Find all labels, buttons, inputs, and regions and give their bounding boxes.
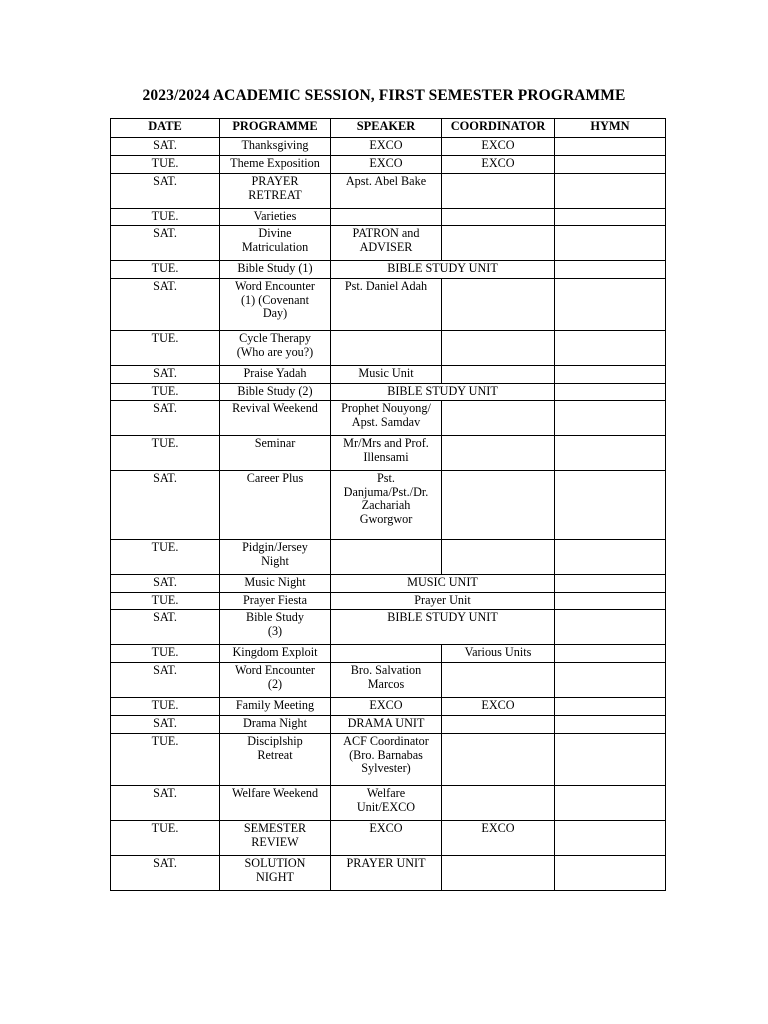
column-header-coordinator: COORDINATOR: [442, 119, 555, 138]
coordinator-cell: [442, 540, 555, 575]
table-row: [111, 734, 666, 786]
speaker-cell: EXCO: [331, 698, 442, 716]
programme-cell: Bible Study (3): [220, 610, 331, 645]
date-cell: TUE.: [111, 261, 220, 279]
hymn-cell: [555, 734, 666, 786]
speaker-coordinator-cell: BIBLE STUDY UNIT: [331, 261, 555, 279]
speaker-cell: [331, 209, 442, 226]
date-cell: TUE.: [111, 436, 220, 471]
date-cell: TUE.: [111, 821, 220, 856]
hymn-cell: [555, 716, 666, 734]
hymn-cell: [555, 279, 666, 331]
speaker-coordinator-cell: BIBLE STUDY UNIT: [331, 610, 555, 645]
speaker-cell: [331, 540, 442, 575]
table-row: [111, 226, 666, 261]
programme-cell: SEMESTER REVIEW: [220, 821, 331, 856]
column-header-programme: PROGRAMME: [220, 119, 331, 138]
programme-cell: Seminar: [220, 436, 331, 471]
table-row: [111, 610, 666, 645]
column-header-date: DATE: [111, 119, 220, 138]
date-cell: SAT.: [111, 226, 220, 261]
table-row: [111, 156, 666, 174]
hymn-cell: [555, 174, 666, 209]
hymn-cell: [555, 663, 666, 698]
speaker-coordinator-cell: Prayer Unit: [331, 593, 555, 610]
hymn-cell: [555, 856, 666, 891]
coordinator-cell: [442, 366, 555, 384]
programme-cell: Divine Matriculation: [220, 226, 331, 261]
table-row: [111, 645, 666, 663]
date-cell: SAT.: [111, 174, 220, 209]
coordinator-cell: [442, 331, 555, 366]
programme-cell: PRAYER RETREAT: [220, 174, 331, 209]
table-body: [111, 138, 666, 891]
hymn-cell: [555, 331, 666, 366]
speaker-cell: ACF Coordinator (Bro. Barnabas Sylvester): [331, 734, 442, 786]
coordinator-cell: [442, 279, 555, 331]
programme-cell: SOLUTION NIGHT: [220, 856, 331, 891]
coordinator-cell: EXCO: [442, 698, 555, 716]
hymn-cell: [555, 540, 666, 575]
table-row: [111, 821, 666, 856]
table-row: [111, 856, 666, 891]
date-cell: SAT.: [111, 279, 220, 331]
speaker-cell: EXCO: [331, 821, 442, 856]
date-cell: SAT.: [111, 716, 220, 734]
speaker-cell: Mr/Mrs and Prof. Illensami: [331, 436, 442, 471]
speaker-cell: Pst. Danjuma/Pst./Dr. Zachariah Gworgwor: [331, 471, 442, 540]
hymn-cell: [555, 209, 666, 226]
programme-cell: Varieties: [220, 209, 331, 226]
programme-cell: Music Night: [220, 575, 331, 593]
table-row: [111, 471, 666, 540]
coordinator-cell: [442, 663, 555, 698]
date-cell: SAT.: [111, 138, 220, 156]
hymn-cell: [555, 786, 666, 821]
programme-cell: Welfare Weekend: [220, 786, 331, 821]
coordinator-cell: [442, 401, 555, 436]
date-cell: SAT.: [111, 366, 220, 384]
coordinator-cell: [442, 856, 555, 891]
date-cell: SAT.: [111, 856, 220, 891]
date-cell: TUE.: [111, 156, 220, 174]
speaker-coordinator-cell: BIBLE STUDY UNIT: [331, 384, 555, 401]
table-row: [111, 786, 666, 821]
table-row: [111, 174, 666, 209]
table-row: [111, 540, 666, 575]
date-cell: SAT.: [111, 575, 220, 593]
speaker-cell: EXCO: [331, 156, 442, 174]
coordinator-cell: [442, 174, 555, 209]
hymn-cell: [555, 471, 666, 540]
coordinator-cell: Various Units: [442, 645, 555, 663]
hymn-cell: [555, 156, 666, 174]
hymn-cell: [555, 384, 666, 401]
speaker-cell: Music Unit: [331, 366, 442, 384]
date-cell: TUE.: [111, 331, 220, 366]
date-cell: SAT.: [111, 471, 220, 540]
table-row: [111, 384, 666, 401]
hymn-cell: [555, 226, 666, 261]
table-row: [111, 366, 666, 384]
page-title: 2023/2024 ACADEMIC SESSION, FIRST SEMESTER PROGRAMME: [142, 87, 626, 104]
programme-cell: Theme Exposition: [220, 156, 331, 174]
table-row: [111, 698, 666, 716]
coordinator-cell: [442, 209, 555, 226]
speaker-cell: [331, 331, 442, 366]
hymn-cell: [555, 401, 666, 436]
column-header-speaker: SPEAKER: [331, 119, 442, 138]
coordinator-cell: EXCO: [442, 821, 555, 856]
speaker-cell: Welfare Unit/EXCO: [331, 786, 442, 821]
column-header-hymn: HYMN: [555, 119, 666, 138]
programme-cell: Kingdom Exploit: [220, 645, 331, 663]
programme-cell: Prayer Fiesta: [220, 593, 331, 610]
date-cell: SAT.: [111, 786, 220, 821]
programme-cell: Praise Yadah: [220, 366, 331, 384]
date-cell: TUE.: [111, 645, 220, 663]
hymn-cell: [555, 366, 666, 384]
speaker-cell: PATRON and ADVISER: [331, 226, 442, 261]
hymn-cell: [555, 138, 666, 156]
speaker-cell: EXCO: [331, 138, 442, 156]
programme-cell: Career Plus: [220, 471, 331, 540]
speaker-cell: Bro. Salvation Marcos: [331, 663, 442, 698]
speaker-cell: Apst. Abel Bake: [331, 174, 442, 209]
programme-cell: Word Encounter (1) (Covenant Day): [220, 279, 331, 331]
table-row: [111, 716, 666, 734]
speaker-cell: DRAMA UNIT: [331, 716, 442, 734]
programme-cell: Bible Study (1): [220, 261, 331, 279]
date-cell: SAT.: [111, 610, 220, 645]
date-cell: TUE.: [111, 384, 220, 401]
hymn-cell: [555, 436, 666, 471]
table-row: [111, 279, 666, 331]
table-row: [111, 436, 666, 471]
date-cell: TUE.: [111, 734, 220, 786]
speaker-cell: PRAYER UNIT: [331, 856, 442, 891]
date-cell: SAT.: [111, 401, 220, 436]
programme-cell: Revival Weekend: [220, 401, 331, 436]
table-row: [111, 209, 666, 226]
coordinator-cell: [442, 716, 555, 734]
table-header-row: [111, 119, 666, 138]
speaker-cell: Pst. Daniel Adah: [331, 279, 442, 331]
programme-cell: Cycle Therapy (Who are you?): [220, 331, 331, 366]
coordinator-cell: [442, 471, 555, 540]
date-cell: TUE.: [111, 209, 220, 226]
table-row: [111, 593, 666, 610]
programme-cell: Thanksgiving: [220, 138, 331, 156]
programme-cell: Family Meeting: [220, 698, 331, 716]
date-cell: TUE.: [111, 540, 220, 575]
programme-cell: Bible Study (2): [220, 384, 331, 401]
hymn-cell: [555, 261, 666, 279]
hymn-cell: [555, 821, 666, 856]
table-row: [111, 575, 666, 593]
hymn-cell: [555, 645, 666, 663]
coordinator-cell: EXCO: [442, 156, 555, 174]
hymn-cell: [555, 575, 666, 593]
programme-cell: Pidgin/Jersey Night: [220, 540, 331, 575]
programme-table: [110, 118, 666, 891]
date-cell: TUE.: [111, 698, 220, 716]
table-row: [111, 663, 666, 698]
coordinator-cell: [442, 436, 555, 471]
programme-cell: Word Encounter (2): [220, 663, 331, 698]
programme-cell: Disciplship Retreat: [220, 734, 331, 786]
table-row: [111, 261, 666, 279]
speaker-cell: Prophet Nouyong/ Apst. Samdav: [331, 401, 442, 436]
speaker-coordinator-cell: MUSIC UNIT: [331, 575, 555, 593]
table-row: [111, 331, 666, 366]
speaker-cell: [331, 645, 442, 663]
programme-cell: Drama Night: [220, 716, 331, 734]
coordinator-cell: EXCO: [442, 138, 555, 156]
hymn-cell: [555, 610, 666, 645]
hymn-cell: [555, 698, 666, 716]
table-row: [111, 138, 666, 156]
coordinator-cell: [442, 786, 555, 821]
coordinator-cell: [442, 226, 555, 261]
hymn-cell: [555, 593, 666, 610]
table-row: [111, 401, 666, 436]
date-cell: SAT.: [111, 663, 220, 698]
date-cell: TUE.: [111, 593, 220, 610]
coordinator-cell: [442, 734, 555, 786]
